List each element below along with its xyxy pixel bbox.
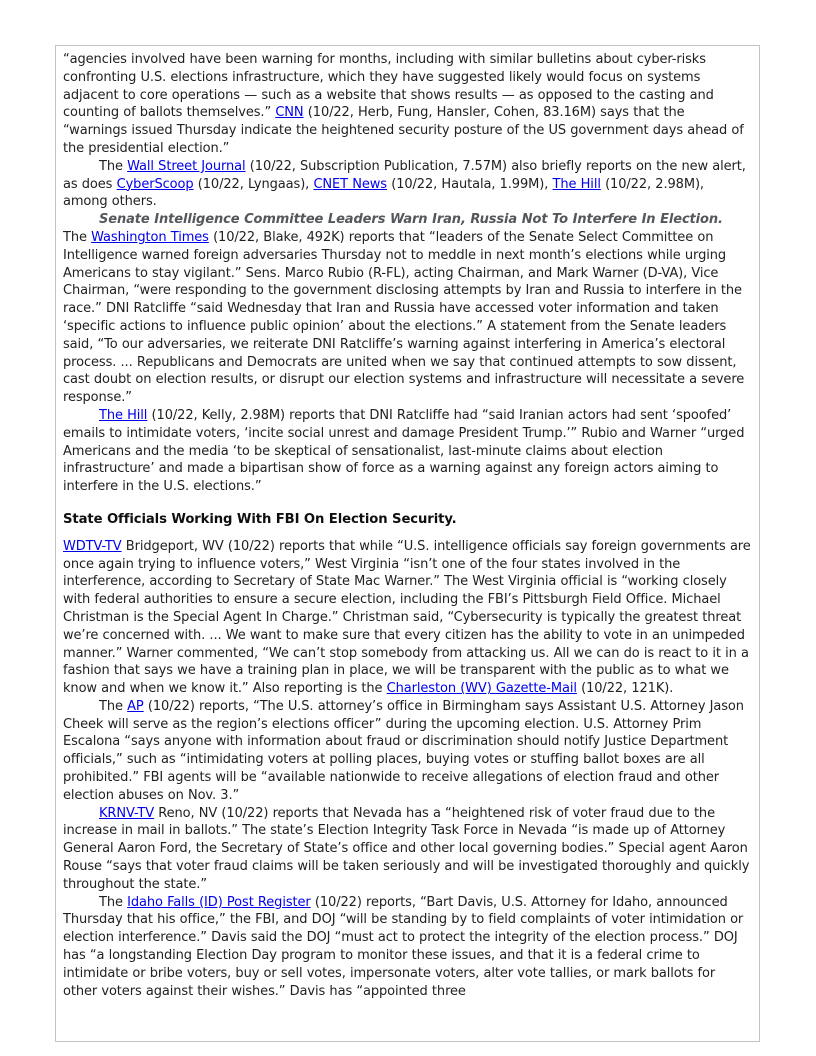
source-link[interactable]: Wall Street Journal [127, 158, 246, 174]
source-link[interactable]: The Hill [99, 407, 148, 423]
story-headline: Senate Intelligence Committee Leaders Warn Iran, Russia Not To Interfere In Election. [99, 212, 723, 228]
paragraph [63, 538, 751, 698]
source-link[interactable]: The Hill [552, 176, 601, 192]
paragraph [63, 894, 751, 1001]
body-text: The [99, 698, 128, 714]
section-heading: State Officials Working With FBI On Election Security. [63, 511, 457, 527]
source-link[interactable]: Charleston (WV) Gazette-Mail [386, 681, 577, 697]
body-text: (10/22, Blake, 492K) reports that “leaders of the Senate Select Committee on Intelligence warned foreign adversaries Thursday not to meddle in next month’s elections while urging Americans to stay vigilant.” Sens. Marco Rubio (R-FL), acting Chairman, and Mark Warner (D-VA), Vice Chairman, “were responding to the government disclosing attempts by Iran and Russia to interfere in the race.” DNI Ratcliffe “said Wednesday that Iran and Russia have accessed voter information and taken ‘specific actions to influence public opinion’ about the elections.” A statement from the Senate leaders said, “To our adversaries, we reiterate DNI Ratcliffe’s warning against interfering in America’s electoral process. ... Republicans and Democrats are united when we say that continued attempts to sow dissent, cast doubt on election results, or disrupt our election systems and infrastructure will necessitate a severe response.” [63, 229, 745, 406]
body-text: (10/22, 121K). [576, 681, 674, 697]
body-text: (10/22, Herb, Fung, Hansler, Cohen, 83.16M) says that the “warnings issued Thursday indicate the heightened security posture of the US government days ahead of the presidential election.” [63, 105, 744, 156]
paragraph [63, 805, 751, 894]
source-link[interactable]: CNN [275, 105, 304, 121]
paragraph [63, 698, 751, 805]
body-text: The [63, 212, 732, 245]
paragraph [63, 407, 751, 496]
source-link[interactable]: AP [127, 698, 144, 714]
source-link[interactable]: CyberScoop [116, 176, 194, 192]
body-text: (10/22, Subscription Publication, 7.57M) also briefly reports on the new alert, as does [63, 158, 746, 192]
body-text: Bridgeport, WV (10/22) reports that while “U.S. intelligence officials say foreign governments are once again trying to influence voters,” West Virginia “isn’t one of the four states involved in the interference, according to Secretary of State Mac Warner.” The West Virginia official is “working closely with federal authorities to ensure a secure election, including the FBI’s Pittsburgh Field Office. Michael Christman is the Special Agent In Charge.” Christman said, “Cybersecurity is typically the greatest threat we’re concerned with. ... We want to make sure that every citizen has the ability to vote in an unimpeded manner.” Warner commented, “We can’t stop somebody from attacking us. All we can do is react to it in a fashion that says we have a training plan in place, we will be transparent with the public as to what we know and when we know it.” Also reporting is the [63, 538, 751, 697]
body-text: (10/22) reports, “The U.S. attorney’s office in Birmingham says Assistant U.S. Attorney Jason Cheek will serve as the region’s elections officer” during the upcoming election. U.S. Attorney Prim Escalona “says anyone with information about fraud or discrimination should notify Justice Department officials,” such as “intimidating voters at polling places, buying votes or stuffing ballot boxes are all prohibited.” FBI agents will be “available nationwide to receive allegations of election fraud and other election abuses on Nov. 3.” [63, 698, 744, 803]
paragraph [63, 158, 751, 211]
source-link[interactable]: WDTV-TV [63, 538, 122, 554]
paragraph [63, 51, 751, 158]
body-text: “agencies involved have been warning for months, including with similar bulletins about cyber-risks confronting U.S. elections infrastructure, which they have suggested likely would focus on systems adjacent to core operations — such as a website that shows results — as opposed to the casting and counting of ballots themselves.” [63, 52, 714, 121]
body-text: (10/22, Lyngaas), [193, 176, 314, 192]
body-text: The [99, 894, 128, 910]
paragraph [63, 211, 751, 407]
body-text: (10/22, 2.98M), among others. [63, 176, 704, 210]
body-text: Reno, NV (10/22) reports that Nevada has a “heightened risk of voter fraud due to the increase in mail in ballots.” The state’s Election Integrity Task Force in Nevada “is made up of Attorney General Aaron Ford, the Secretary of State’s office and other local governing bodies.” Special agent Aaron Rouse “says that voter fraud claims will be taken seriously and will be investigated thoroughly and quickly throughout the state.” [63, 805, 750, 892]
document-body [55, 45, 760, 1042]
body-text: (10/22, Hautala, 1.99M), [386, 176, 553, 192]
source-link[interactable]: CNET News [313, 176, 387, 192]
source-link[interactable]: KRNV-TV [99, 805, 155, 821]
body-text: The [99, 158, 128, 174]
source-link[interactable]: Idaho Falls (ID) Post Register [127, 894, 311, 910]
body-text: (10/22) reports, “Bart Davis, U.S. Attorney for Idaho, announced Thursday that his office,” the FBI, and DOJ “will be standing by to field complaints of voter intimidation or election interference.” Davis said the DOJ “must act to protect the integrity of the election process.” DOJ has “a longstanding Election Day program to monitor these issues, and that it is a federal crime to intimidate or bribe voters, buy or sell votes, impersonate voters, alter vote tallies, or mark ballots for other voters against their wishes.” Davis has “appointed three [63, 894, 744, 999]
source-link[interactable]: Washington Times [91, 229, 209, 245]
body-text: (10/22, Kelly, 2.98M) reports that DNI Ratcliffe had “said Iranian actors had sent ‘spoofed’ emails to intimidate voters, ‘incite social unrest and damage President Trump.’” Rubio and Warner “urged Americans and the media ‘to be skeptical of sensationalist, last-minute claims about election infrastructure’ and made a bipartisan show of force as a warning against any foreign actors aiming to interfere in the U.S. elections.” [63, 407, 745, 495]
